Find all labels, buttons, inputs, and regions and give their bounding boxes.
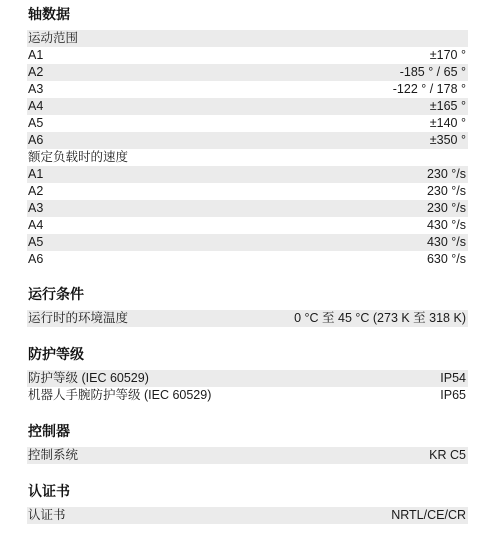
table-row: [27, 234, 468, 251]
table-row: [27, 387, 468, 404]
row-label: A2: [28, 65, 44, 79]
row-value: 430 °/s: [426, 218, 466, 232]
row-value: 230 °/s: [426, 167, 466, 181]
row-label: A5: [28, 235, 44, 249]
row-label: 运动范围: [28, 31, 79, 45]
row-label: 额定负载时的速度: [28, 150, 129, 164]
section-title-axis-data: 轴数据: [28, 7, 70, 23]
table-row: [27, 30, 468, 47]
table-row: [27, 310, 468, 327]
section-title-certificate: 认证书: [28, 484, 70, 500]
table-row: [27, 507, 468, 524]
row-value: -185 ° / 65 °: [399, 65, 466, 79]
row-label: 运行时的环境温度: [28, 311, 129, 325]
table-row: [27, 115, 468, 132]
row-value: ±165 °: [429, 99, 466, 113]
row-value: 0 °C 至 45 °C (273 K 至 318 K): [294, 311, 466, 325]
row-value: IP65: [440, 388, 466, 402]
row-value: NRTL/CE/CR: [391, 508, 466, 522]
table-row: [27, 251, 468, 268]
certificate-table: [27, 507, 468, 524]
row-value: ±140 °: [429, 116, 466, 130]
table-row: [27, 81, 468, 98]
row-label: A6: [28, 133, 44, 147]
row-label: A4: [28, 218, 44, 232]
table-row: [27, 98, 468, 115]
row-label: A3: [28, 82, 44, 96]
row-label: A4: [28, 99, 44, 113]
row-value: 230 °/s: [426, 184, 466, 198]
row-label: 机器人手腕防护等级 (IEC 60529): [28, 388, 212, 402]
row-label: A6: [28, 252, 44, 266]
section-title-controller: 控制器: [28, 424, 70, 440]
row-label: 认证书: [28, 508, 66, 522]
table-row: [27, 166, 468, 183]
section-title-protection: 防护等级: [28, 347, 84, 363]
table-row: [27, 200, 468, 217]
operating-table: [27, 310, 468, 327]
row-value: IP54: [440, 371, 466, 385]
row-label: A2: [28, 184, 44, 198]
table-row: [27, 47, 468, 64]
table-row: [27, 64, 468, 81]
row-label: A5: [28, 116, 44, 130]
table-row: [27, 447, 468, 464]
table-row: [27, 132, 468, 149]
row-value: 430 °/s: [426, 235, 466, 249]
row-label: A1: [28, 167, 44, 181]
section-title-operating: 运行条件: [28, 287, 84, 303]
table-row: [27, 370, 468, 387]
protection-table: [27, 370, 468, 404]
row-label: A1: [28, 48, 44, 62]
row-value: KR C5: [429, 448, 466, 462]
table-row: [27, 217, 468, 234]
controller-table: [27, 447, 468, 464]
axis-data-table: [27, 30, 468, 268]
row-label: A3: [28, 201, 44, 215]
row-value: 630 °/s: [426, 252, 466, 266]
row-label: 控制系统: [28, 448, 79, 462]
row-value: ±350 °: [429, 133, 466, 147]
table-row: [27, 149, 468, 166]
row-value: ±170 °: [429, 48, 466, 62]
row-value: -122 ° / 178 °: [392, 82, 466, 96]
row-value: 230 °/s: [426, 201, 466, 215]
table-row: [27, 183, 468, 200]
row-label: 防护等级 (IEC 60529): [28, 371, 149, 385]
